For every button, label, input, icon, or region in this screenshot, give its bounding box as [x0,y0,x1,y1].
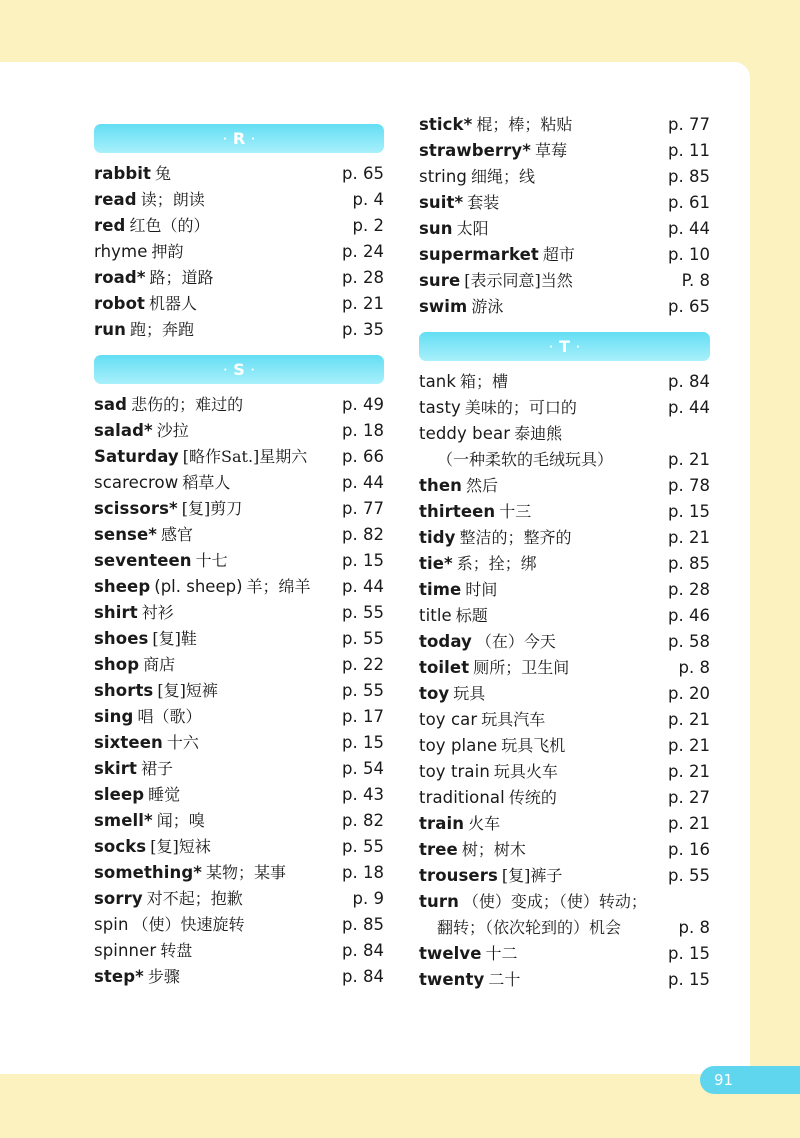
entry-gloss: 睡觉 [148,785,181,804]
entry-page: p. 15 [342,733,384,752]
entry-page: P. 8 [681,271,710,290]
entry-gloss: 唱（歌） [137,707,202,726]
entry-gloss: 红色（的） [129,216,210,235]
entry-word: shirt [94,603,138,622]
dictionary-entry [419,733,710,759]
entry-word: tank [419,372,456,391]
entry-word: smell* [94,811,153,830]
entry-list-s [94,392,384,990]
entry-page: p. 21 [668,762,710,781]
entry-word: twelve [419,944,482,963]
entry-word: strawberry* [419,141,531,160]
entry-page: p. 84 [342,941,384,960]
entry-word: seventeen [94,551,192,570]
entry-list-t [419,369,710,993]
entry-word: sorry [94,889,143,908]
entry-page: p. 15 [668,944,710,963]
entry-word: run [94,320,126,339]
dictionary-entry [419,889,710,915]
dictionary-entry [94,652,384,678]
entry-gloss: 机器人 [149,294,198,313]
section-letter-r: R [232,129,246,148]
entry-word: toy [419,684,450,703]
entry-page: p. 44 [342,577,384,596]
dictionary-entry [419,216,710,242]
entry-word: toilet [419,658,470,677]
dictionary-entry [419,164,710,190]
left-column [94,124,384,990]
entry-gloss: （使）快速旋转 [132,915,245,934]
entry-page: p. 16 [668,840,710,859]
entry-page: p. 44 [668,398,710,417]
entry-page: p. 20 [668,684,710,703]
entry-page: p. 58 [668,632,710,651]
entry-page: p. 44 [668,219,710,238]
entry-gloss: 玩具 [453,684,486,703]
dictionary-entry [419,369,710,395]
entry-word: salad* [94,421,153,440]
section-letter-s: S [233,360,245,379]
dictionary-entry [94,418,384,444]
dictionary-entry [419,138,710,164]
entry-gloss: [复]鞋 [152,629,197,648]
dictionary-entry [419,577,710,603]
entry-page: p. 44 [342,473,384,492]
entry-word: scissors* [94,499,178,518]
entry-gloss: 步骤 [147,967,180,986]
dictionary-entry [94,704,384,730]
dictionary-entry [94,756,384,782]
dictionary-entry [419,551,710,577]
dictionary-entry [94,860,384,886]
entry-page: p. 82 [342,811,384,830]
dictionary-entry [419,294,710,320]
entry-gloss: 感官 [161,525,194,544]
dictionary-entry [94,317,384,343]
page-number-badge [700,1066,800,1094]
entry-word: title [419,606,452,625]
entry-word: rabbit [94,164,152,183]
entry-gloss: 某物；某事 [206,863,287,882]
dictionary-entry [419,915,710,941]
entry-word: suit* [419,193,464,212]
entry-page: p. 85 [668,167,710,186]
entry-gloss: 路；道路 [149,268,214,287]
entry-page: p. 54 [342,759,384,778]
entry-page: p. 61 [668,193,710,212]
dictionary-entry [94,808,384,834]
section-header-t: · T · [419,332,710,361]
entry-page: p. 21 [668,450,710,469]
entry-page: p. 49 [342,395,384,414]
entry-page: p. 22 [342,655,384,674]
entry-page: p. 4 [352,190,384,209]
entry-page: p. 17 [342,707,384,726]
entry-word: sure [419,271,461,290]
entry-word: sixteen [94,733,163,752]
entry-word: teddy bear [419,424,511,443]
dictionary-entry [419,967,710,993]
entry-page: p. 21 [342,294,384,313]
dictionary-entry [94,392,384,418]
dictionary-entry [94,161,384,187]
entry-gloss: 时间 [465,580,498,599]
entry-gloss: [略作Sat.]星期六 [182,447,308,466]
dictionary-entry [94,548,384,574]
dictionary-entry [94,912,384,938]
entry-word: robot [94,294,146,313]
entry-word: road* [94,268,146,287]
entry-page: p. 15 [668,970,710,989]
entry-gloss: 标题 [455,606,488,625]
entry-gloss: 闻；嗅 [156,811,205,830]
dictionary-entry [94,782,384,808]
dictionary-entry [419,447,710,473]
entry-word: tie* [419,554,453,573]
entry-gloss: 衬衫 [141,603,174,622]
entry-page: p. 43 [342,785,384,804]
entry-word: sad [94,395,128,414]
entry-gloss: 然后 [465,476,498,495]
entry-gloss: 对不起；抱歉 [146,889,243,908]
dictionary-entry [419,811,710,837]
dictionary-entry [94,600,384,626]
entry-word: shop [94,655,140,674]
entry-page: p. 84 [342,967,384,986]
dictionary-entry [94,470,384,496]
entry-gloss: 细绳；线 [470,167,535,186]
entry-page: p. 8 [678,918,710,937]
dictionary-entry [419,268,710,294]
entry-gloss: 悲伤的；难过的 [131,395,244,414]
entry-gloss: [复]短裤 [157,681,218,700]
entry-gloss: 棍；棒；粘贴 [476,115,573,134]
dictionary-entry [419,421,710,447]
entry-page: p. 21 [668,736,710,755]
entry-page: p. 85 [668,554,710,573]
entry-page: p. 27 [668,788,710,807]
entry-word: twenty [419,970,485,989]
entry-word: toy car [419,710,478,729]
entry-word: traditional [419,788,505,807]
entry-gloss: 草莓 [534,141,567,160]
entry-page: p. 21 [668,710,710,729]
entry-page: p. 15 [342,551,384,570]
entry-list-r [94,161,384,343]
dictionary-entry [419,473,710,499]
dictionary-entry [94,730,384,756]
dictionary-entry [419,759,710,785]
entry-page: p. 2 [352,216,384,235]
entry-word: turn [419,892,459,911]
dictionary-entry [419,112,710,138]
entry-page: p. 10 [668,245,710,264]
entry-gloss: 羊；绵羊 [246,577,311,596]
right-column [419,112,710,993]
dictionary-entry [419,681,710,707]
entry-word: shorts [94,681,154,700]
entry-gloss: 整洁的；整齐的 [459,528,572,547]
entry-word: toy plane [419,736,498,755]
section-letter-t: T [559,337,570,356]
entry-gloss: 玩具火车 [493,762,558,781]
dictionary-entry [94,522,384,548]
entry-gloss: [表示同意]当然 [464,271,573,290]
entry-gloss: 押韵 [151,242,184,261]
entry-word: sun [419,219,453,238]
entry-page: p. 9 [352,889,384,908]
entry-gloss: 系；拴；绑 [456,554,537,573]
dictionary-entry [419,525,710,551]
entry-word: string [419,167,467,186]
dictionary-entry [419,863,710,889]
entry-gloss: （一种柔软的毛绒玩具） [437,450,614,469]
entry-gloss: [复]剪刀 [181,499,243,518]
entry-gloss: 十三 [499,502,532,521]
entry-word: spin [94,915,129,934]
entry-page: p. 28 [668,580,710,599]
entry-page: p. 82 [342,525,384,544]
dictionary-entry [94,626,384,652]
entry-page: p. 85 [342,915,384,934]
entry-word: scarecrow [94,473,179,492]
dictionary-entry [419,190,710,216]
dictionary-entry [419,655,710,681]
dictionary-entry [419,837,710,863]
entry-gloss: 美味的；可口的 [464,398,577,417]
entry-gloss: 二十 [488,970,521,989]
entry-page: p. 55 [342,681,384,700]
entry-word: socks [94,837,147,856]
entry-word: supermarket [419,245,539,264]
entry-word: toy train [419,762,490,781]
entry-gloss: 沙拉 [156,421,189,440]
entry-gloss: 十六 [166,733,199,752]
entry-gloss: 厕所；卫生间 [473,658,570,677]
dictionary-entry [94,187,384,213]
dictionary-entry [419,395,710,421]
dictionary-entry [94,239,384,265]
entry-page: p. 46 [668,606,710,625]
entry-gloss: [复]裤子 [501,866,563,885]
entry-word: red [94,216,126,235]
dictionary-entry [94,678,384,704]
entry-word: tree [419,840,458,859]
entry-gloss: 泰迪熊 [514,424,563,443]
entry-page: p. 55 [668,866,710,885]
dictionary-entry [94,496,384,522]
entry-word: read [94,190,137,209]
entry-page: p. 84 [668,372,710,391]
entry-word: stick* [419,115,473,134]
entry-gloss: 兔 [155,164,172,183]
section-header-s: · S · [94,355,384,384]
entry-word: sing [94,707,134,726]
entry-gloss: 翻转；（依次轮到的）机会 [437,918,622,937]
entry-page: p. 66 [342,447,384,466]
entry-word: tasty [419,398,461,417]
entry-page: p. 65 [668,297,710,316]
dictionary-entry [419,629,710,655]
entry-gloss: [复]短袜 [150,837,211,856]
entry-page: p. 21 [668,814,710,833]
entry-page: p. 65 [342,164,384,183]
dictionary-entry [94,213,384,239]
entry-word: rhyme [94,242,148,261]
dictionary-entry [94,938,384,964]
dictionary-entry [94,834,384,860]
entry-gloss: 玩具飞机 [501,736,566,755]
page-number: 91 [714,1071,734,1089]
entry-page: p. 8 [678,658,710,677]
entry-word: today [419,632,472,651]
dictionary-entry [94,964,384,990]
entry-gloss: 火车 [468,814,501,833]
dictionary-entry [94,265,384,291]
dictionary-entry [419,941,710,967]
entry-page: p. 18 [342,863,384,882]
section-header-r: · R · [94,124,384,153]
entry-gloss: 套装 [467,193,500,212]
entry-word: train [419,814,465,833]
entry-word: trousers [419,866,498,885]
entry-page: p. 55 [342,603,384,622]
dictionary-entry [94,291,384,317]
entry-page: p. 15 [668,502,710,521]
dictionary-entry [94,886,384,912]
entry-gloss: 游泳 [471,297,504,316]
entry-word: spinner [94,941,157,960]
dictionary-entry [419,603,710,629]
entry-gloss: 稻草人 [182,473,231,492]
entry-gloss: 玩具汽车 [481,710,546,729]
dictionary-entry [419,242,710,268]
dictionary-entry [94,444,384,470]
entry-page: p. 78 [668,476,710,495]
entry-word: then [419,476,462,495]
entry-list-s-continued [419,112,710,320]
entry-page: p. 77 [668,115,710,134]
entry-word: swim [419,297,468,316]
entry-gloss: 箱；槽 [460,372,509,391]
dictionary-entry [419,707,710,733]
dictionary-entry [94,574,384,600]
entry-page: p. 11 [668,141,710,160]
entry-word: step* [94,967,144,986]
entry-gloss: 裙子 [140,759,173,778]
entry-gloss: 转盘 [160,941,193,960]
dictionary-entry [419,785,710,811]
entry-word: thirteen [419,502,496,521]
entry-gloss: 太阳 [456,219,489,238]
entry-gloss: 传统的 [508,788,557,807]
dictionary-entry [419,499,710,525]
entry-gloss: 超市 [542,245,575,264]
entry-gloss: （在）今天 [475,632,556,651]
entry-gloss: 十二 [485,944,518,963]
entry-gloss: （使）变成；（使）转动； [462,892,647,911]
entry-gloss: 树；树木 [461,840,526,859]
entry-gloss: 十七 [195,551,228,570]
entry-word: sleep [94,785,145,804]
entry-page: p. 21 [668,528,710,547]
entry-page: p. 55 [342,629,384,648]
entry-page: p. 18 [342,421,384,440]
entry-word: sheep [94,577,151,596]
entry-page: p. 24 [342,242,384,261]
entry-word: sense* [94,525,157,544]
entry-word: shoes [94,629,149,648]
entry-word: skirt [94,759,137,778]
entry-gloss: 读；朗读 [140,190,205,209]
entry-word: tidy [419,528,456,547]
entry-page: p. 35 [342,320,384,339]
entry-gloss: 商店 [143,655,176,674]
entry-word: something* [94,863,203,882]
entry-page: p. 55 [342,837,384,856]
entry-page: p. 77 [342,499,384,518]
entry-word: time [419,580,462,599]
entry-word: Saturday [94,447,179,466]
entry-note: (pl. sheep) [154,577,243,596]
entry-gloss: 跑；奔跑 [129,320,194,339]
entry-page: p. 28 [342,268,384,287]
